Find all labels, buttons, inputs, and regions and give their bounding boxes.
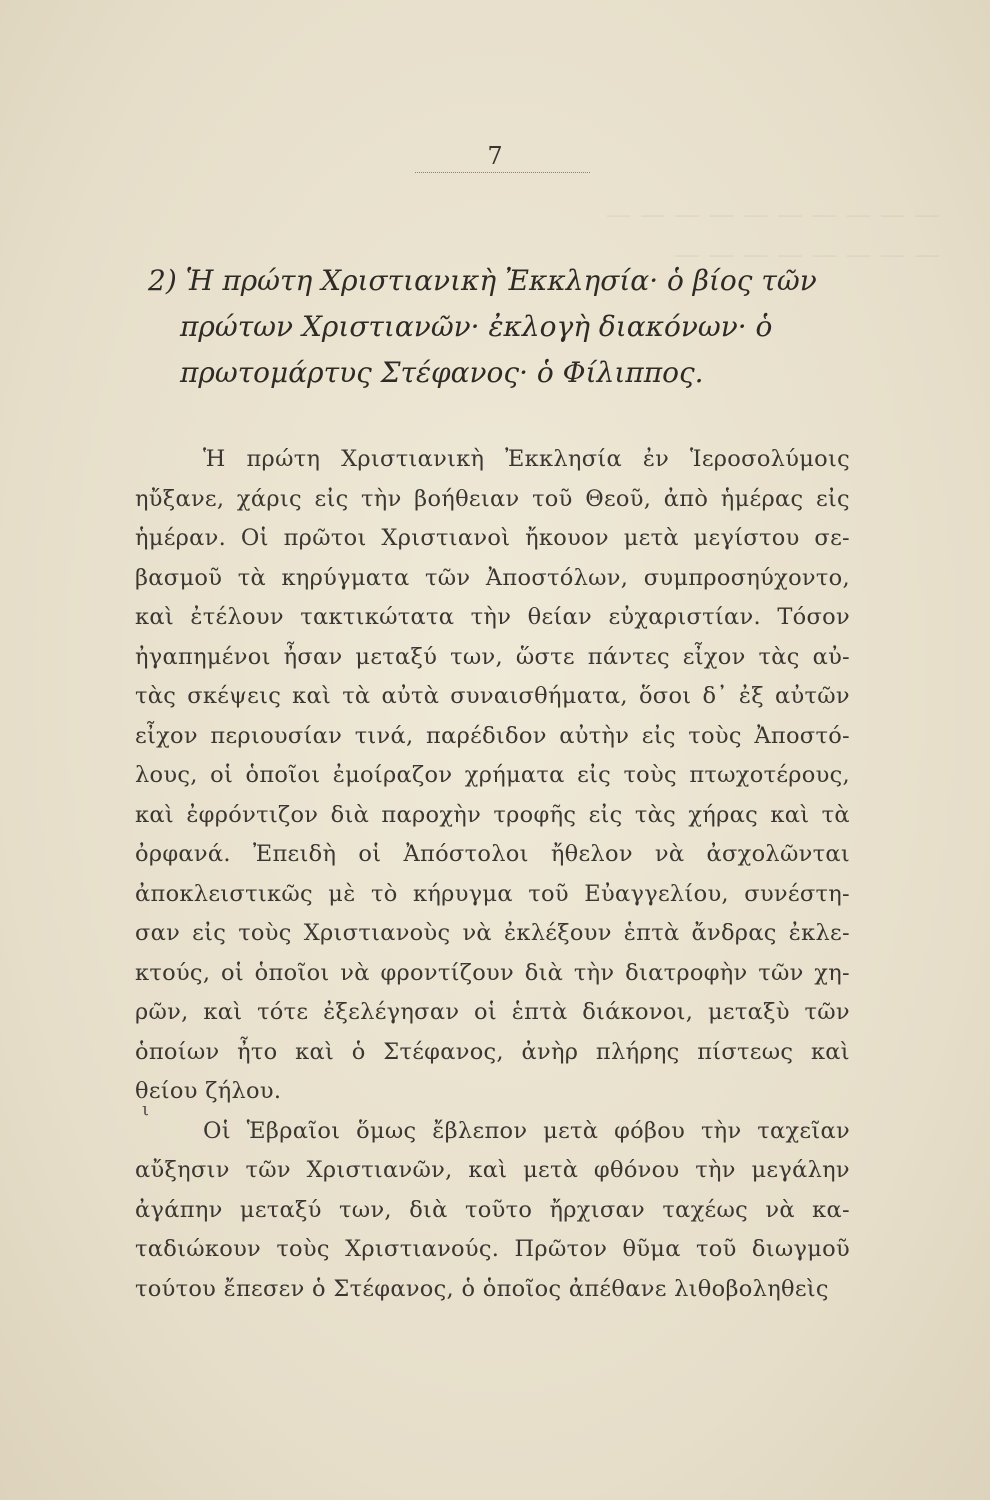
section-heading xyxy=(148,258,860,396)
body-line: ηὔξανε, χάρις εἰς τὴν βοήθειαν τοῦ Θεοῦ, ἀπὸ ἡμέρας εἰς xyxy=(135,485,850,512)
body-line: εἶχον περιουσίαν τινά, παρέδιδον αὐτὴν εἰς τοὺς Ἀποστό- xyxy=(135,722,850,749)
body-line: ταδιώκουν τοὺς Χριστιανούς. Πρῶτον θῦμα τοῦ διωγμοῦ xyxy=(135,1236,850,1262)
body-line: αὔξησιν τῶν Χριστιανῶν, καὶ μετὰ φθόνου τὴν μεγάλην xyxy=(135,1157,850,1183)
body-line: Ἡ πρώτη Χριστιανικὴ Ἐκκλησία ἐν Ἱεροσολύμοις xyxy=(203,446,850,472)
body-line: ἀποκλειστικῶς μὲ τὸ κήρυγμα τοῦ Εὐαγγελίου, συνέστη- xyxy=(135,880,850,907)
body-line: θείου ζήλου. xyxy=(135,1078,282,1104)
body-line: ὁποίων ἦτο καὶ ὁ Στέφανος, ἀνὴρ πλήρης πίστεως καὶ xyxy=(135,1038,850,1065)
body-line: καὶ ἐτέλουν τακτικώτατα τὴν θείαν εὐχαριστίαν. Τόσον xyxy=(135,604,850,630)
page-number: 7 xyxy=(487,142,503,170)
body-line: κτούς, οἱ ὁποῖοι νὰ φροντίζουν διὰ τὴν διατροφὴν τῶν χη- xyxy=(135,959,850,986)
body-line: σαν εἰς τοὺς Χριστιανοὺς νὰ ἐκλέξουν ἑπτὰ ἄνδρας ἐκλε- xyxy=(135,920,850,946)
body-line: Οἱ Ἑβραῖοι ὅμως ἔβλεπον μετὰ φόβου τὴν ταχεῖαν xyxy=(203,1117,850,1144)
body-line: ὀρφανά. Ἐπειδὴ οἱ Ἀπόστολοι ἤθελον νὰ ἀσχολῶνται xyxy=(135,841,850,867)
body-line: τὰς σκέψεις καὶ τὰ αὐτὰ συναισθήματα, ὅσοι δ᾽ ἐξ αὐτῶν xyxy=(135,683,850,709)
margin-mark: ι xyxy=(142,1099,150,1120)
body-line: τούτου ἔπεσεν ὁ Στέφανος, ὁ ὁποῖος ἀπέθανε λιθοβοληθεὶς xyxy=(135,1275,829,1302)
body-line: ἀγάπην μεταξύ των, διὰ τοῦτο ἤρχισαν ταχέως νὰ κα- xyxy=(135,1196,850,1223)
show-through-texture: — — — — — — — — — — — — — — — — — — xyxy=(605,200,940,270)
heading-line: 2) Ἡ πρώτη Χριστιανικὴ Ἐκκλησία· ὁ βίος τῶν xyxy=(148,264,817,297)
body-line: ἡμέραν. Οἱ πρῶτοι Χριστιανοὶ ἤκουον μετὰ μεγίστου σε- xyxy=(135,525,850,551)
page-number-rule xyxy=(415,172,590,173)
body-line: βασμοῦ τὰ κηρύγματα τῶν Ἀποστόλων, συμπροσηύχοντο, xyxy=(135,564,850,591)
heading-line: πρώτων Χριστιανῶν· ἐκλογὴ διακόνων· ὁ xyxy=(180,310,773,343)
body-line: ἠγαπημένοι ἦσαν μεταξύ των, ὥστε πάντες εἶχον τὰς αὐ- xyxy=(135,643,850,670)
body-line: καὶ ἐφρόντιζον διὰ παροχὴν τροφῆς εἰς τὰς χήρας καὶ τὰ xyxy=(135,801,850,828)
heading-line: πρωτομάρτυς Στέφανος· ὁ Φίλιππος. xyxy=(180,356,704,389)
body-line: ρῶν, καὶ τότε ἐξελέγησαν οἱ ἑπτὰ διάκονοι, μεταξὺ τῶν xyxy=(135,999,850,1025)
body-line: λους, οἱ ὁποῖοι ἐμοίραζον χρήματα εἰς τοὺς πτωχοτέρους, xyxy=(135,762,850,788)
body-text xyxy=(135,440,850,1309)
